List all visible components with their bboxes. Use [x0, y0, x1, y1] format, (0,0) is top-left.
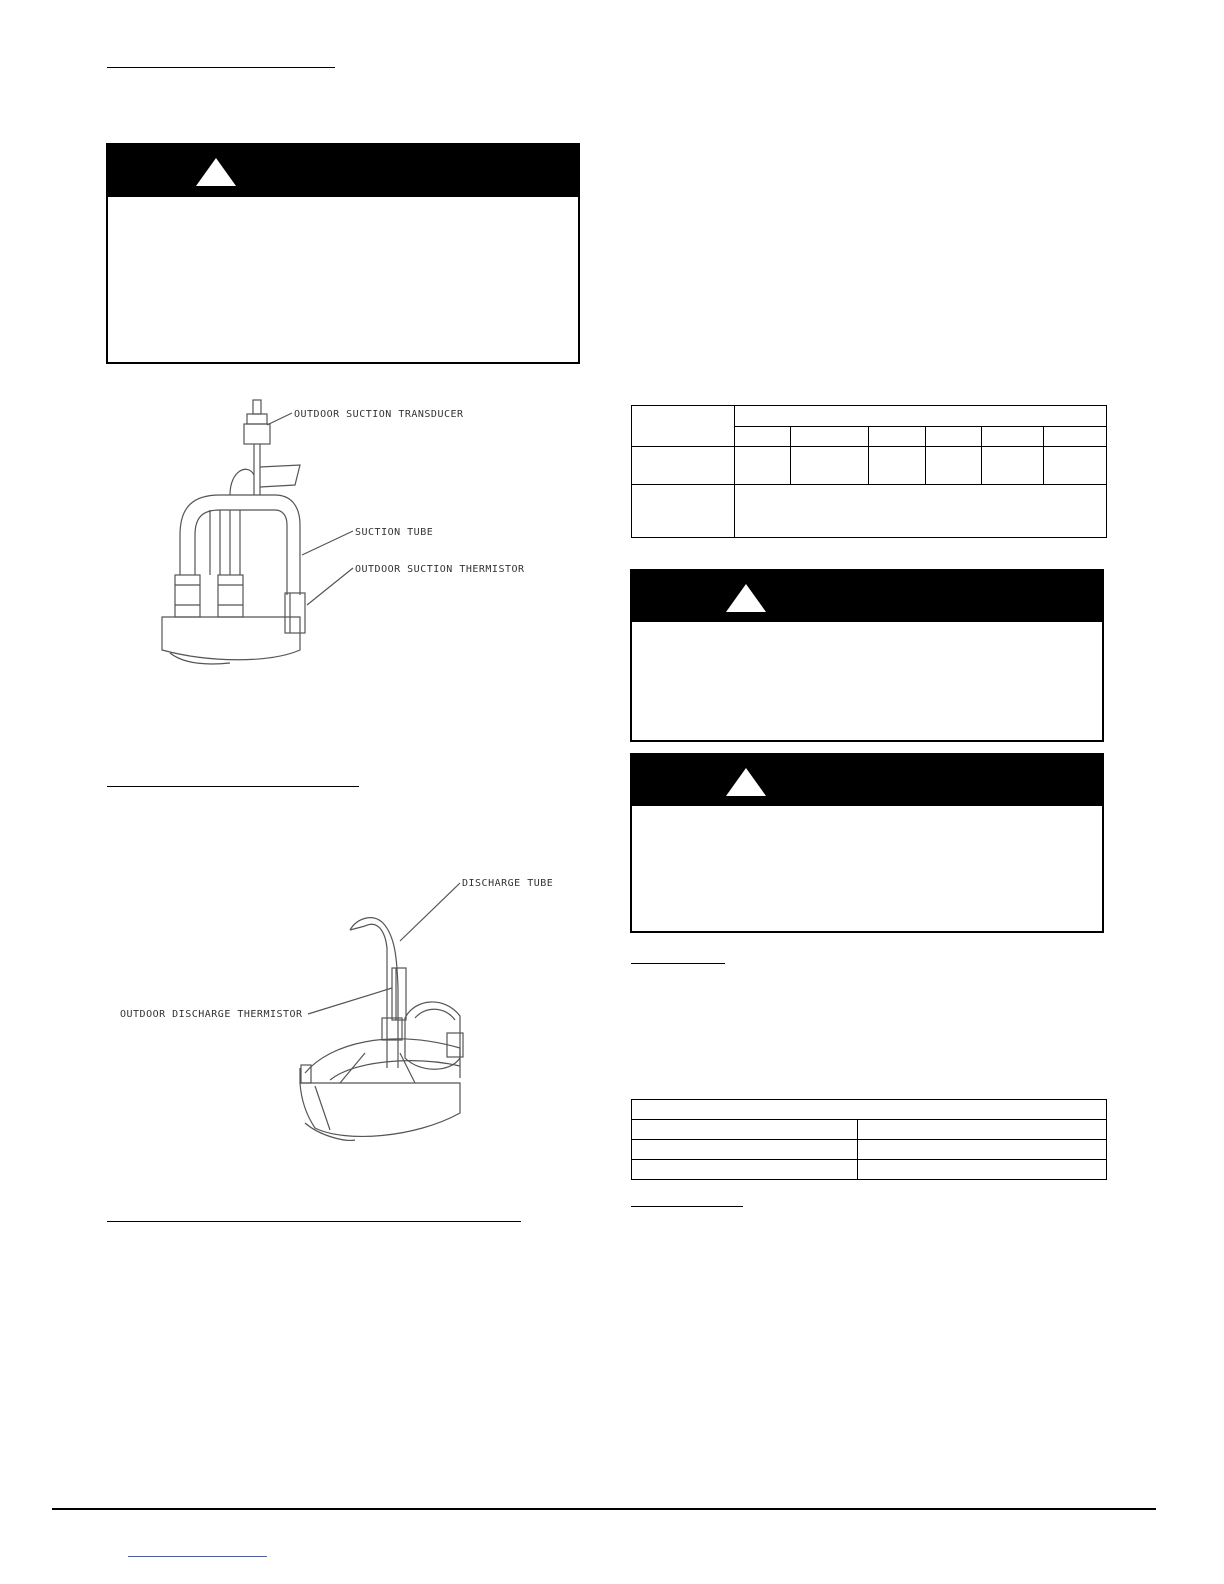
table2-cell	[632, 1120, 858, 1140]
table1-col-header	[869, 427, 926, 447]
table1-cell	[632, 485, 735, 538]
section-heading-underline-4	[631, 963, 725, 964]
suction-thermistor-label: OUTDOOR SUCTION THERMISTOR	[355, 564, 525, 575]
suction-transducer-label: OUTDOOR SUCTION TRANSDUCER	[294, 409, 464, 420]
table2-cell	[858, 1140, 1107, 1160]
specification-table-2	[631, 1099, 1107, 1180]
table2-cell	[858, 1160, 1107, 1180]
table-row	[632, 1140, 1107, 1160]
table1-cell	[869, 447, 926, 485]
warning-header-3	[632, 755, 1102, 806]
table2-cell	[632, 1160, 858, 1180]
table-row	[632, 1120, 1107, 1140]
table1-col-header	[982, 427, 1044, 447]
table1-cell	[1044, 447, 1107, 485]
table1-col-header	[735, 427, 791, 447]
table1-row-header-cell	[632, 406, 735, 447]
warning-box-3	[630, 753, 1104, 933]
suction-tube-label: SUCTION TUBE	[355, 527, 434, 538]
discharge-components-figure	[115, 868, 575, 1153]
table1-col-header	[1044, 427, 1107, 447]
table-row	[632, 1160, 1107, 1180]
warning-header-2	[632, 571, 1102, 622]
table1-group-header-cell	[735, 406, 1107, 427]
table1-cell	[982, 447, 1044, 485]
specification-table-1	[631, 405, 1107, 538]
table1-merged-cell	[735, 485, 1107, 538]
warning-triangle-icon	[726, 768, 766, 796]
table2-cell	[858, 1120, 1107, 1140]
table1-cell	[791, 447, 869, 485]
table1-cell	[926, 447, 982, 485]
table-row	[632, 485, 1107, 538]
table-row	[632, 447, 1107, 485]
warning-triangle-icon	[196, 158, 236, 186]
table1-col-header	[791, 427, 869, 447]
warning-box-2	[630, 569, 1104, 742]
discharge-thermistor-label: OUTDOOR DISCHARGE THERMISTOR	[120, 1009, 303, 1020]
table1-cell	[632, 447, 735, 485]
section-heading-underline-2	[107, 786, 359, 787]
table2-header-cell	[632, 1100, 1107, 1120]
discharge-tube-label: DISCHARGE TUBE	[462, 878, 554, 889]
footer-link-underline[interactable]	[128, 1556, 267, 1557]
warning-header-1	[108, 145, 578, 197]
section-heading-underline-3	[107, 1221, 521, 1222]
warning-box-1	[106, 143, 580, 364]
suction-components-figure	[150, 395, 540, 675]
warning-triangle-icon	[726, 584, 766, 612]
section-heading-underline-1	[107, 67, 335, 68]
table1-cell	[735, 447, 791, 485]
section-heading-underline-5	[631, 1206, 743, 1207]
table1-col-header	[926, 427, 982, 447]
footer-divider	[52, 1508, 1156, 1510]
table2-cell	[632, 1140, 858, 1160]
